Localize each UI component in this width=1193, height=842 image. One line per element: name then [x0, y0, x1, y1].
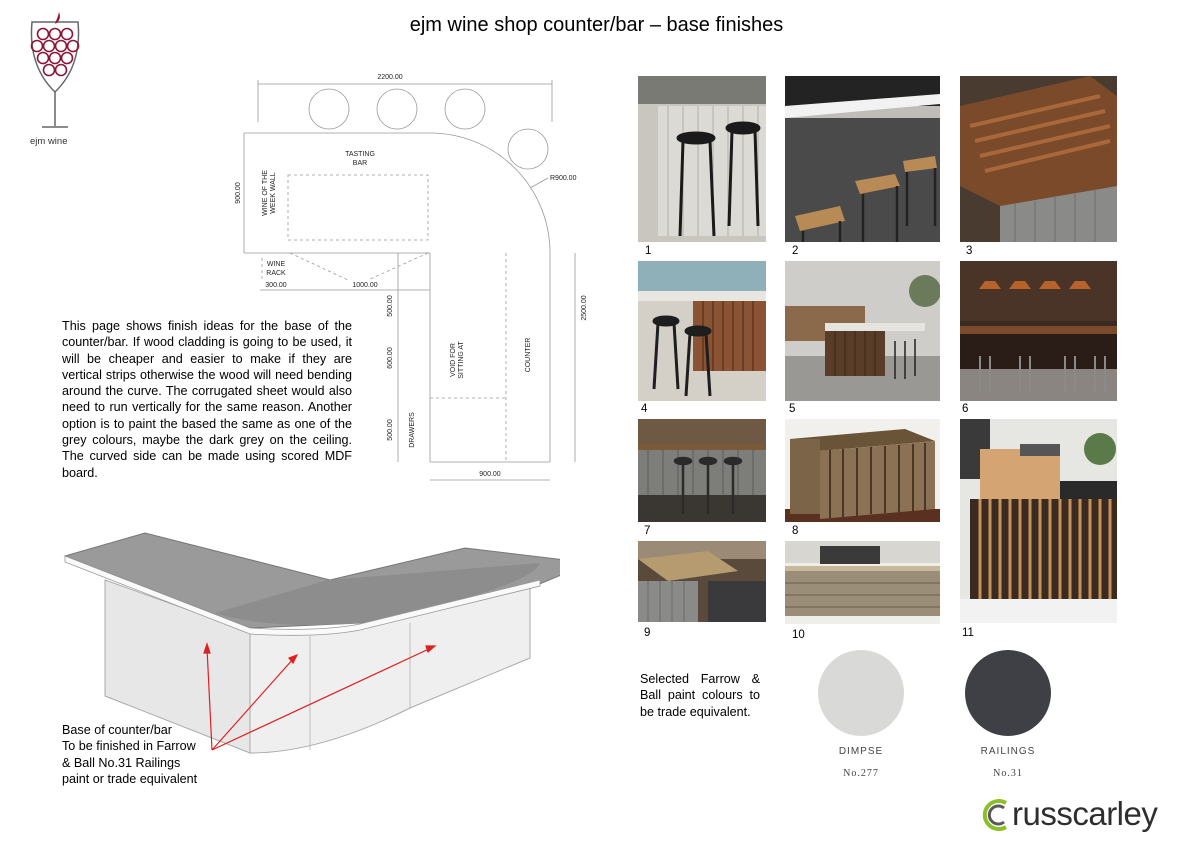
counter-finish-note	[62, 722, 262, 787]
counter-note-line-4: paint or trade equivalent	[62, 771, 198, 786]
dim-height-left: 900.00	[235, 182, 242, 204]
photo-7	[638, 419, 766, 522]
label-wotw-2: WEEK WALL	[270, 172, 277, 214]
label-void-1: VOID FOR	[450, 343, 457, 377]
photo-1-number: 1	[645, 245, 652, 257]
swatch-railings-name: RAILINGS	[980, 746, 1036, 757]
photo-5	[785, 261, 940, 401]
label-drawers: DRAWERS	[409, 412, 416, 448]
label-tasting: TASTING	[345, 151, 375, 158]
label-wine: WINE	[266, 261, 286, 268]
photo-1	[638, 76, 766, 242]
photo-7-number: 7	[644, 525, 651, 537]
swatch-railings-number: No.31	[993, 768, 1023, 779]
photo-6-number: 6	[962, 403, 969, 415]
photo-8-number: 8	[792, 525, 799, 537]
dim-500-bottom: 500.00	[387, 419, 394, 441]
wine-glass-logo-icon	[22, 8, 92, 138]
swatch-dimpse-number: No.277	[843, 768, 879, 779]
photo-3-number: 3	[966, 245, 973, 257]
photo-5-number: 5	[789, 403, 796, 415]
photo-4-number: 4	[641, 403, 648, 415]
photo-10-number: 10	[792, 629, 805, 641]
photo-8	[785, 419, 940, 522]
photo-10	[785, 541, 940, 624]
photo-9-number: 9	[644, 627, 651, 639]
page-title: ejm wine shop counter/bar – base finishes	[409, 14, 784, 36]
photo-9	[638, 541, 766, 622]
brand-wordmark: russcarley	[1012, 795, 1158, 832]
logo-text: ejm wine	[30, 136, 68, 147]
photo-4	[638, 261, 766, 401]
photo-11	[960, 419, 1117, 623]
label-bar: BAR	[352, 160, 368, 167]
dim-900-bottom: 900.00	[479, 471, 501, 478]
paint-colours-note: Selected Farrow & Ball paint colours to be trade equivalent.	[640, 672, 760, 719]
brand-c-icon	[980, 797, 1012, 833]
photo-2	[785, 76, 940, 242]
photo-11-number: 11	[962, 627, 974, 639]
counter-note-line-1: Base of counter/bar	[62, 723, 172, 737]
swatch-dimpse-name: DIMPSE	[838, 746, 884, 757]
dim-rack: 300.00	[265, 282, 287, 289]
dim-500-top: 500.00	[387, 295, 394, 317]
counter-note-line-3: & Ball No.31 Railings	[62, 755, 181, 770]
description-text: This page shows finish ideas for the base of the counter/bar. If wood cladding is going to be used, it will be cheaper and easier to make if they are vertical strips otherwise the wood will need bending around the curve. The corrugated sheet would also need to run vertically for the same reason. Another option is to paint the based the same as one of the grey colours, maybe the dark grey on the ceiling. The curved side can be made using scored MDF board.	[62, 319, 352, 480]
label-wotw-1: WINE OF THE	[262, 170, 269, 216]
photo-2-number: 2	[792, 245, 799, 257]
dim-height-right: 2500.00	[581, 295, 588, 321]
label-void-2: SITTING AT	[458, 341, 465, 379]
swatch-dimpse	[818, 650, 904, 736]
label-rack: RACK	[266, 270, 286, 277]
dim-width: 2200.00	[377, 74, 403, 81]
photo-3	[960, 76, 1117, 242]
label-counter: COUNTER	[525, 337, 532, 373]
swatch-railings	[965, 650, 1051, 736]
dim-radius: R900.00	[550, 175, 577, 182]
photo-6	[960, 261, 1117, 401]
dim-600: 600.00	[387, 347, 394, 369]
dim-mid: 1000.00	[352, 282, 378, 289]
counter-note-line-2: To be finished in Farrow	[62, 739, 196, 754]
